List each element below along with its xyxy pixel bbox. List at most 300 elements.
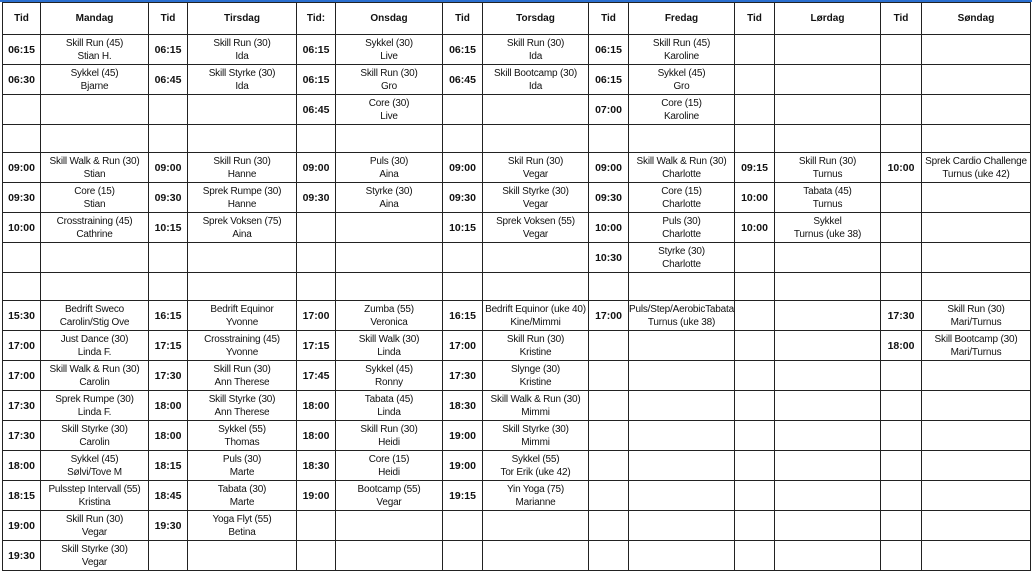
time-cell: 09:00 <box>297 153 336 183</box>
time-cell: 15:30 <box>3 301 41 331</box>
class-cell <box>775 301 881 331</box>
time-cell <box>443 273 483 301</box>
class-cell <box>629 65 735 95</box>
class-cell <box>775 391 881 421</box>
time-cell: 09:00 <box>149 153 188 183</box>
time-cell <box>881 35 922 65</box>
class-name: Sykkel (55) <box>511 453 560 465</box>
time-cell <box>735 481 775 511</box>
instructor-name: Kristine <box>519 346 552 358</box>
time-cell: 09:30 <box>149 183 188 213</box>
time-cell <box>589 511 629 541</box>
time-cell <box>443 243 483 273</box>
instructor-name: Yvonne <box>225 346 259 358</box>
class-cell <box>41 301 149 331</box>
class-cell <box>336 125 443 153</box>
instructor-name: Betina <box>228 526 256 538</box>
schedule-row <box>3 301 1031 331</box>
class-cell <box>188 361 297 391</box>
class-name: Sprek Voksen (75) <box>202 215 282 227</box>
class-cell <box>41 273 149 301</box>
instructor-name: Turnus (uke 38) <box>793 228 862 240</box>
time-cell <box>881 213 922 243</box>
schedule-row <box>3 213 1031 243</box>
time-cell <box>881 95 922 125</box>
time-cell <box>589 361 629 391</box>
class-name: Sykkel (45) <box>70 67 119 79</box>
time-cell <box>735 35 775 65</box>
time-cell <box>735 243 775 273</box>
time-cell: 17:45 <box>297 361 336 391</box>
class-cell <box>483 421 589 451</box>
class-cell <box>483 361 589 391</box>
class-name: Sykkel (45) <box>70 453 119 465</box>
class-cell <box>629 511 735 541</box>
class-cell <box>775 331 881 361</box>
class-cell <box>336 95 443 125</box>
instructor-name: Ida <box>235 80 249 92</box>
class-name: Skill Run (30) <box>360 423 418 435</box>
time-cell <box>3 273 41 301</box>
time-cell: 19:00 <box>297 481 336 511</box>
schedule-row <box>3 541 1031 571</box>
instructor-name: Kristina <box>78 496 111 508</box>
class-cell <box>336 301 443 331</box>
class-name: Core (15) <box>661 185 702 197</box>
class-cell <box>483 125 589 153</box>
class-cell <box>629 451 735 481</box>
time-cell: 16:15 <box>149 301 188 331</box>
time-cell: 18:00 <box>881 331 922 361</box>
class-cell <box>922 183 1031 213</box>
schedule-row <box>3 153 1031 183</box>
time-cell <box>297 273 336 301</box>
time-cell <box>881 65 922 95</box>
instructor-name: Aina <box>379 198 399 210</box>
instructor-name: Gro <box>380 80 398 92</box>
instructor-name: Karoline <box>663 110 700 122</box>
time-cell <box>589 451 629 481</box>
class-name: Core (15) <box>661 97 702 109</box>
time-cell: 18:15 <box>149 451 188 481</box>
time-cell: 19:00 <box>3 511 41 541</box>
time-cell: 09:30 <box>297 183 336 213</box>
class-cell <box>41 541 149 571</box>
class-cell <box>188 391 297 421</box>
time-column-header: Tid: <box>297 3 336 35</box>
class-name: Puls (30) <box>662 215 701 227</box>
class-cell <box>629 421 735 451</box>
schedule-row <box>3 421 1031 451</box>
class-name: Skill Styrke (30) <box>61 543 128 555</box>
class-name: Tabata (30) <box>217 483 267 495</box>
class-cell <box>336 273 443 301</box>
schedule-row <box>3 35 1031 65</box>
time-column-header: Tid <box>735 3 775 35</box>
day-column-header: Søndag <box>922 3 1031 35</box>
schedule-row <box>3 183 1031 213</box>
time-cell <box>149 95 188 125</box>
class-cell <box>775 421 881 451</box>
class-cell <box>483 273 589 301</box>
class-cell <box>922 153 1031 183</box>
time-cell <box>589 481 629 511</box>
spacer-row <box>3 125 1031 153</box>
class-cell <box>336 511 443 541</box>
time-cell: 18:00 <box>149 391 188 421</box>
class-cell <box>336 331 443 361</box>
instructor-name: Charlotte <box>662 198 701 210</box>
time-cell: 06:15 <box>589 65 629 95</box>
instructor-name: Ann Therese <box>214 406 270 418</box>
instructor-name: Ida <box>235 50 249 62</box>
time-cell: 18:15 <box>3 481 41 511</box>
time-cell <box>297 243 336 273</box>
time-cell <box>735 511 775 541</box>
time-cell: 06:45 <box>149 65 188 95</box>
class-cell <box>922 65 1031 95</box>
class-cell <box>922 243 1031 273</box>
class-cell <box>41 65 149 95</box>
time-cell: 17:30 <box>3 391 41 421</box>
class-name: Skill Styrke (30) <box>61 423 128 435</box>
time-cell: 10:15 <box>149 213 188 243</box>
class-cell <box>483 481 589 511</box>
schedule-row <box>3 243 1031 273</box>
time-cell <box>881 125 922 153</box>
class-name: Skill Styrke (30) <box>502 423 569 435</box>
schedule-row <box>3 511 1031 541</box>
day-column-header: Mandag <box>41 3 149 35</box>
time-cell: 17:00 <box>589 301 629 331</box>
class-cell <box>41 361 149 391</box>
time-cell <box>735 451 775 481</box>
instructor-name: Vegar <box>81 526 108 538</box>
instructor-name: Turnus <box>812 168 843 180</box>
instructor-name: Marte <box>229 496 255 508</box>
class-name: Styrke (30) <box>365 185 413 197</box>
class-cell <box>41 243 149 273</box>
class-name: Skil Run (30) <box>507 155 564 167</box>
class-name: Skill Run (30) <box>213 37 271 49</box>
time-cell <box>881 243 922 273</box>
time-cell: 17:30 <box>149 361 188 391</box>
time-cell: 06:15 <box>589 35 629 65</box>
class-name: Bedrift Sweco <box>64 303 125 315</box>
instructor-name: Stian H. <box>77 50 112 62</box>
schedule-row <box>3 451 1031 481</box>
time-cell: 19:30 <box>3 541 41 571</box>
class-cell <box>922 35 1031 65</box>
instructor-name: Vegar <box>522 228 549 240</box>
class-cell <box>775 125 881 153</box>
class-cell <box>336 65 443 95</box>
class-name: Slynge (30) <box>511 363 560 375</box>
class-name: Bedrift Equinor <box>210 303 274 315</box>
class-cell <box>629 183 735 213</box>
time-cell: 10:00 <box>589 213 629 243</box>
class-cell <box>922 391 1031 421</box>
class-cell <box>188 481 297 511</box>
class-cell <box>922 451 1031 481</box>
time-cell <box>3 125 41 153</box>
time-cell <box>881 481 922 511</box>
class-cell <box>629 273 735 301</box>
time-cell: 18:00 <box>297 421 336 451</box>
instructor-name: Aina <box>379 168 399 180</box>
instructor-name: Ida <box>528 80 543 92</box>
instructor-name: Linda F. <box>77 406 112 418</box>
time-column-header: Tid <box>881 3 922 35</box>
class-name: Skill Walk & Run (30) <box>49 363 140 375</box>
class-cell <box>483 243 589 273</box>
class-cell <box>483 301 589 331</box>
class-name: Tabata (45) <box>364 393 414 405</box>
class-cell <box>775 481 881 511</box>
time-cell: 18:45 <box>149 481 188 511</box>
time-cell <box>589 125 629 153</box>
class-name: Puls/Step/AerobicTabata <box>629 303 734 315</box>
time-cell <box>881 273 922 301</box>
instructor-name: Carolin <box>79 376 110 388</box>
instructor-name: Tor Erik (uke 42) <box>500 466 571 478</box>
class-cell <box>775 95 881 125</box>
instructor-name: Carolin <box>79 436 110 448</box>
instructor-name: Turnus (uke 42) <box>942 168 1010 180</box>
class-cell <box>775 35 881 65</box>
instructor-name: Linda F. <box>77 346 112 358</box>
class-name: Bootcamp (55) <box>357 483 421 495</box>
time-column-header: Tid <box>149 3 188 35</box>
class-name: Sprek Rumpe (30) <box>55 393 134 405</box>
time-cell: 09:00 <box>589 153 629 183</box>
class-cell <box>629 331 735 361</box>
class-cell <box>629 301 735 331</box>
class-cell <box>629 153 735 183</box>
time-cell <box>297 213 336 243</box>
class-cell <box>41 391 149 421</box>
class-cell <box>629 391 735 421</box>
class-name: Crosstraining (45) <box>56 215 133 227</box>
class-name: Skill Run (30) <box>360 67 418 79</box>
header-row <box>3 3 1031 35</box>
instructor-name: Turnus (uke 38) <box>647 316 716 328</box>
time-cell: 19:00 <box>443 421 483 451</box>
time-cell <box>881 183 922 213</box>
time-cell <box>443 511 483 541</box>
time-cell <box>735 331 775 361</box>
class-cell <box>629 35 735 65</box>
time-cell <box>735 273 775 301</box>
class-cell <box>188 35 297 65</box>
instructor-name: Turnus <box>812 198 843 210</box>
class-name: Skill Styrke (30) <box>208 67 276 79</box>
time-cell: 17:00 <box>297 301 336 331</box>
class-name: Just Dance (30) <box>60 333 129 345</box>
time-cell: 06:15 <box>149 35 188 65</box>
time-cell <box>149 243 188 273</box>
instructor-name: Stian <box>83 168 106 180</box>
class-cell <box>41 183 149 213</box>
class-name: Skill Bootcamp (30) <box>934 333 1018 345</box>
time-cell: 10:15 <box>443 213 483 243</box>
class-cell <box>188 511 297 541</box>
class-cell <box>775 183 881 213</box>
time-column-header: Tid <box>443 3 483 35</box>
class-cell <box>188 95 297 125</box>
time-cell: 06:15 <box>297 35 336 65</box>
instructor-name: Ronny <box>375 376 403 388</box>
class-name: Skill Walk (30) <box>358 333 420 345</box>
class-cell <box>922 213 1031 243</box>
class-name: Skill Walk & Run (30) <box>636 155 727 167</box>
class-name: Skill Run (45) <box>65 37 124 49</box>
time-cell <box>3 95 41 125</box>
instructor-name: Charlotte <box>662 228 701 240</box>
time-cell: 17:30 <box>881 301 922 331</box>
class-cell <box>188 301 297 331</box>
class-name: Bedrift Equinor (uke 40) <box>485 303 586 315</box>
instructor-name: Charlotte <box>662 168 701 180</box>
class-cell <box>41 125 149 153</box>
time-cell: 17:15 <box>297 331 336 361</box>
class-cell <box>922 421 1031 451</box>
class-cell <box>629 125 735 153</box>
class-name: Skill Bootcamp (30) <box>494 67 577 79</box>
spacer-row <box>3 273 1031 301</box>
class-name: Sykkel (45) <box>365 363 413 375</box>
time-column-header: Tid <box>589 3 629 35</box>
instructor-name: Vegar <box>522 168 549 180</box>
time-cell: 19:30 <box>149 511 188 541</box>
class-name: Styrke (30) <box>658 245 705 257</box>
instructor-name: Karoline <box>663 50 700 62</box>
class-cell <box>336 183 443 213</box>
class-name: Skill Run (30) <box>798 155 857 167</box>
time-cell: 07:00 <box>589 95 629 125</box>
time-cell <box>3 243 41 273</box>
class-cell <box>188 421 297 451</box>
time-cell: 10:30 <box>589 243 629 273</box>
time-cell <box>297 511 336 541</box>
class-cell <box>483 65 589 95</box>
time-cell: 19:00 <box>443 451 483 481</box>
time-cell <box>881 451 922 481</box>
time-cell: 06:45 <box>443 65 483 95</box>
time-cell: 17:15 <box>149 331 188 361</box>
time-cell: 09:00 <box>443 153 483 183</box>
schedule-row <box>3 391 1031 421</box>
instructor-name: Live <box>380 50 398 62</box>
class-name: Skill Run (30) <box>506 333 565 345</box>
class-cell <box>483 95 589 125</box>
class-cell <box>922 481 1031 511</box>
class-cell <box>629 243 735 273</box>
class-name: Yin Yoga (75) <box>506 483 565 495</box>
time-cell <box>735 125 775 153</box>
class-cell <box>483 511 589 541</box>
class-cell <box>922 301 1031 331</box>
instructor-name: Live <box>380 110 398 122</box>
schedule-row <box>3 361 1031 391</box>
time-cell: 09:30 <box>443 183 483 213</box>
time-cell <box>881 361 922 391</box>
instructor-name: Thomas <box>224 436 260 448</box>
class-name: Skill Run (30) <box>506 37 565 49</box>
instructor-name: Mari/Turnus <box>950 346 1002 358</box>
time-cell: 06:45 <box>297 95 336 125</box>
instructor-name: Gro <box>673 80 690 92</box>
instructor-name: Marianne <box>515 496 556 508</box>
class-name: Skill Styrke (30) <box>502 185 569 197</box>
class-cell <box>188 65 297 95</box>
day-column-header: Torsdag <box>483 3 589 35</box>
time-cell: 10:00 <box>3 213 41 243</box>
class-cell <box>188 243 297 273</box>
instructor-name: Veronica <box>370 316 408 328</box>
time-cell <box>589 331 629 361</box>
class-cell <box>775 511 881 541</box>
class-cell <box>336 213 443 243</box>
class-cell <box>41 153 149 183</box>
instructor-name: Heidi <box>378 436 400 448</box>
class-cell <box>483 391 589 421</box>
instructor-name: Sølvi/Tove M <box>67 466 122 478</box>
instructor-name: Mari/Turnus <box>950 316 1002 328</box>
time-cell <box>881 391 922 421</box>
instructor-name: Linda <box>377 346 401 358</box>
time-cell: 09:30 <box>3 183 41 213</box>
class-cell <box>188 541 297 571</box>
class-cell <box>41 511 149 541</box>
class-cell <box>41 35 149 65</box>
time-cell <box>735 95 775 125</box>
instructor-name: Vegar <box>522 198 549 210</box>
time-cell: 18:30 <box>443 391 483 421</box>
class-name: Puls (30) <box>369 155 409 167</box>
instructor-name: Aina <box>232 228 252 240</box>
class-cell <box>922 361 1031 391</box>
class-name: Core (15) <box>74 185 115 197</box>
class-name: Skill Run (30) <box>947 303 1005 315</box>
class-cell <box>41 451 149 481</box>
class-cell <box>336 451 443 481</box>
instructor-name: Bjarne <box>80 80 109 92</box>
instructor-name: Kristine <box>519 376 552 388</box>
instructor-name: Carolin/Stig Ove <box>59 316 130 328</box>
time-cell <box>443 125 483 153</box>
time-cell <box>443 95 483 125</box>
class-name: Puls (30) <box>222 453 262 465</box>
class-cell <box>41 331 149 361</box>
class-cell <box>41 213 149 243</box>
class-cell <box>922 331 1031 361</box>
schedule-body <box>3 35 1031 571</box>
time-cell <box>735 541 775 571</box>
class-name: Sykkel (30) <box>365 37 413 49</box>
class-cell <box>483 153 589 183</box>
instructor-name: Ann Therese <box>214 376 270 388</box>
instructor-name: Hanne <box>227 168 257 180</box>
day-column-header: Tirsdag <box>188 3 297 35</box>
time-cell: 10:00 <box>735 213 775 243</box>
class-name: Core (30) <box>368 97 410 109</box>
class-name: Tabata (45) <box>803 185 852 197</box>
time-cell: 17:00 <box>3 331 41 361</box>
class-cell <box>188 183 297 213</box>
class-name: Skill Run (30) <box>65 513 124 525</box>
instructor-name: Heidi <box>378 466 400 478</box>
